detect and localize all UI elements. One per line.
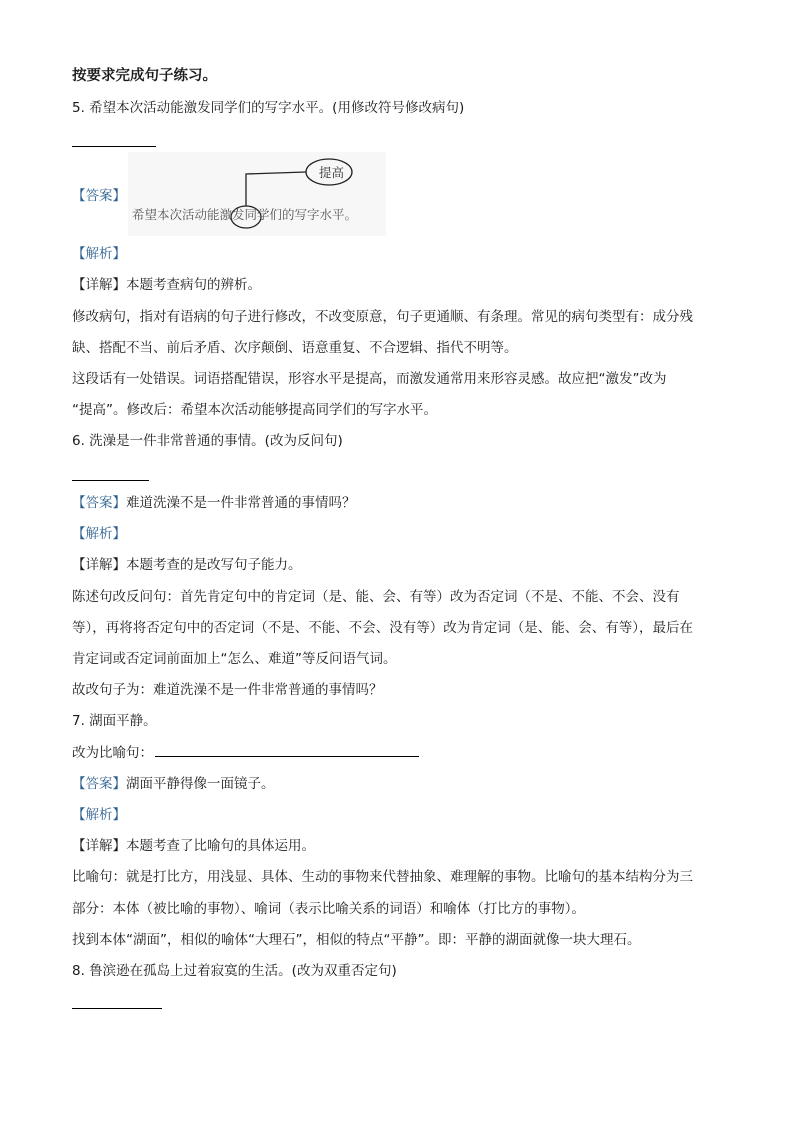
q7-analysis-label: 【解析】 bbox=[72, 807, 126, 823]
q7-prompt: 改为比喻句： bbox=[72, 742, 419, 763]
q6-analysis-label: 【解析】 bbox=[72, 526, 126, 542]
q5-answer-blank[interactable] bbox=[72, 146, 156, 147]
q8-question: 8. 鲁滨逊在孤岛上过着寂寞的生活。(改为双重否定句) bbox=[72, 963, 397, 979]
detail-label: 【详解】 bbox=[72, 277, 126, 293]
q6-paragraph-1: 陈述句改反问句：首先肯定句中的肯定词（是、能、会、有等）改为否定词（不是、不能、不会、没有 bbox=[72, 589, 680, 605]
q5-paragraph-4: “提高”。修改后：希望本次活动能够提高同学们的写字水平。 bbox=[72, 402, 437, 418]
q5-answer-label: 【答案】 bbox=[72, 188, 126, 204]
answer-label: 【答案】 bbox=[72, 776, 126, 792]
q7-detail: 【详解】本题考查了比喻句的具体运用。 bbox=[72, 838, 315, 854]
q7-paragraph-2: 部分：本体（被比喻的事物）、喻词（表示比喻关系的词语）和喻体（打比方的事物）。 bbox=[72, 901, 585, 917]
q5-paragraph-1: 修改病句，指对有语病的句子进行修改，不改变原意，句子更通顺、有条理。常见的病句类型有：成分残 bbox=[72, 309, 693, 325]
q6-paragraph-3: 肯定词或否定词前面加上“怎么、难道”等反问语气词。 bbox=[72, 651, 397, 667]
q6-question: 6. 洗澡是一件非常普通的事情。(改为反问句) bbox=[72, 433, 343, 449]
q5-correction-figure bbox=[128, 152, 386, 236]
connector-line bbox=[246, 172, 306, 206]
figure-sentence: 希望本次活动能激发同学们的写字水平。 bbox=[132, 207, 358, 222]
q8-answer-blank[interactable] bbox=[72, 1008, 162, 1009]
q6-paragraph-4: 故改句子为：难道洗澡不是一件非常普通的事情吗？ bbox=[72, 682, 383, 698]
correction-marks bbox=[128, 152, 386, 236]
q7-paragraph-1: 比喻句：就是打比方，用浅显、具体、生动的事物来代替抽象、难理解的事物。比喻句的基本结构分为三 bbox=[72, 869, 693, 885]
q6-detail: 【详解】本题考查的是改写句子能力。 bbox=[72, 557, 302, 573]
answer-label: 【答案】 bbox=[72, 495, 126, 511]
q5-paragraph-3: 这段话有一处错误。词语搭配错误，形容水平是提高，而激发通常用来形容灵感。故应把“激发”改为 bbox=[72, 371, 667, 387]
q5-analysis-label: 【解析】 bbox=[72, 246, 126, 262]
figure-insert-word: 提高 bbox=[319, 165, 345, 180]
section-title: 按要求完成句子练习。 bbox=[72, 68, 217, 84]
q6-answer-blank[interactable] bbox=[72, 480, 149, 481]
q5-paragraph-2: 缺、搭配不当、前后矛盾、次序颠倒、语意重复、不合逻辑、指代不明等。 bbox=[72, 340, 518, 356]
q7-paragraph-3: 找到本体“湖面”，相似的喻体“大理石”，相似的特点“平静”。即：平静的湖面就像一块大理石。 bbox=[72, 932, 641, 948]
q7-answer-blank[interactable] bbox=[155, 742, 419, 757]
detail-label: 【详解】 bbox=[72, 557, 126, 573]
detail-label: 【详解】 bbox=[72, 838, 126, 854]
q5-detail: 【详解】本题考查病句的辨析。 bbox=[72, 277, 261, 293]
q7-answer: 【答案】湖面平静得像一面镜子。 bbox=[72, 776, 275, 792]
q6-paragraph-2: 等），再将将否定句中的否定词（不是、不能、不会、没有等）改为肯定词（是、能、会、有等），最后在 bbox=[72, 620, 693, 636]
q6-answer: 【答案】难道洗澡不是一件非常普通的事情吗？ bbox=[72, 495, 356, 511]
q7-question: 7. 湖面平静。 bbox=[72, 713, 157, 729]
q5-question: 5. 希望本次活动能激发同学们的写字水平。(用修改符号修改病句) bbox=[72, 100, 465, 116]
